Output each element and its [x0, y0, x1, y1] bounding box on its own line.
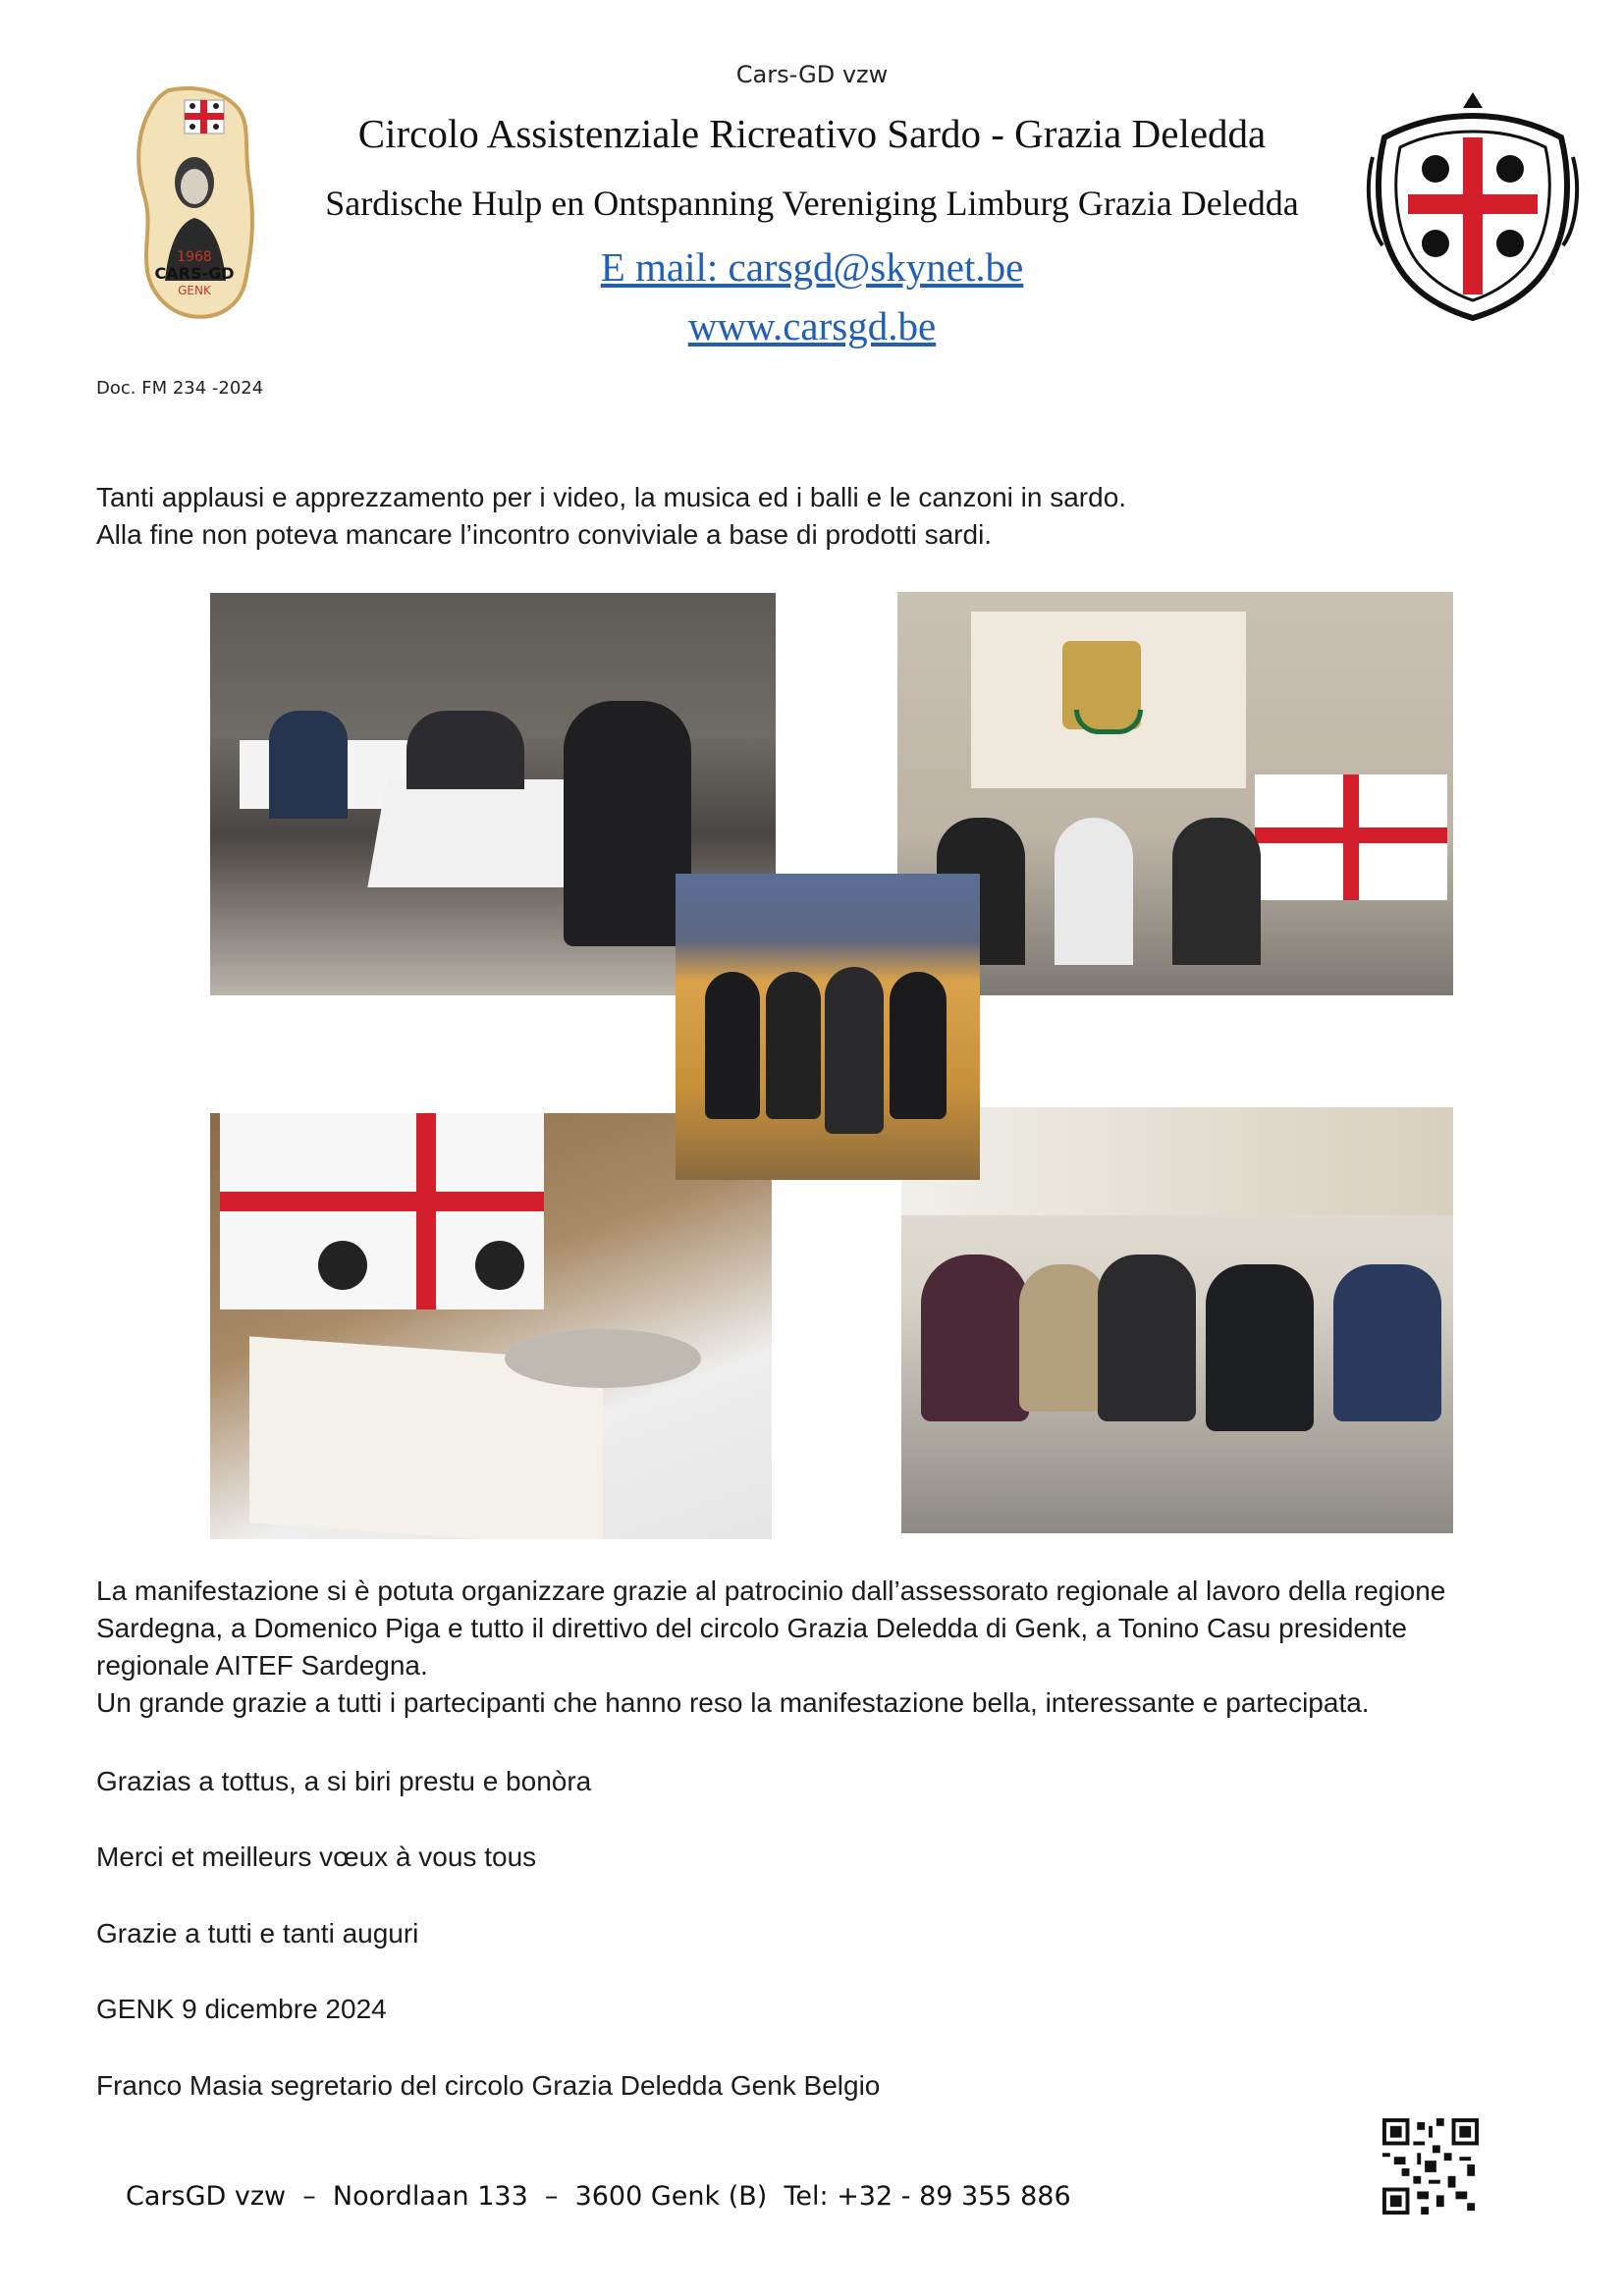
qr-code-icon[interactable]: [1382, 2118, 1479, 2215]
greeting-french: Merci et meilleurs vœux à vous tous: [96, 1842, 537, 1872]
greeting-italian: Grazie a tutti e tanti auguri: [96, 1918, 419, 1949]
intro-paragraph: [96, 479, 1126, 554]
photo-dancers: [676, 874, 980, 1180]
closing-line: La manifestazione si è potuta organizzare grazie al patrocinio dall’assessorato regionale al lavoro della regione: [96, 1575, 1446, 1606]
footer-address: CarsGD vzw – Noordlaan 133 – 3600 Genk (B) Tel: +32 - 89 355 886: [126, 2181, 1071, 2212]
logo-city: GENK: [178, 284, 211, 297]
closing-line: Sardegna, a Domenico Piga e tutto il direttivo del circolo Grazia Deledda di Genk, a Tonino Casu presidente: [96, 1613, 1407, 1643]
greeting-sardo: Grazias a tottus, a si biri prestu e bonòra: [96, 1766, 592, 1796]
document-reference: Doc. FM 234 -2024: [96, 378, 264, 399]
org-title-dutch: Sardische Hulp en Ontspanning Vereniging Limburg Grazia Deledda: [325, 184, 1299, 223]
signature: Franco Masia segretario del circolo Grazia Deledda Genk Belgio: [96, 2070, 881, 2101]
closing-line: regionale AITEF Sardegna.: [96, 1650, 428, 1681]
photo-music-band: [897, 592, 1453, 995]
intro-line: Alla fine non poteva mancare l’incontro conviviale a base di prodotti sardi.: [96, 519, 993, 550]
date-line: GENK 9 dicembre 2024: [96, 1994, 387, 2024]
intro-line: Tanti applausi e apprezzamento per i video, la musica ed i balli e le canzoni in sardo.: [96, 482, 1127, 512]
email-line: [0, 243, 1624, 291]
photo-audience: [901, 1107, 1453, 1533]
website-line: [0, 302, 1624, 349]
email-link[interactable]: E mail: carsgd@skynet.be: [600, 244, 1024, 290]
closing-line: Un grande grazie a tutti i partecipanti che hanno reso la manifestazione bella, interessante e partecipata.: [96, 1687, 1370, 1718]
closing-paragraph: [96, 1573, 1445, 1722]
logo-year: 1968: [177, 249, 212, 265]
org-title-italian: Circolo Assistenziale Ricreativo Sardo - Grazia Deledda: [357, 111, 1267, 156]
website-link[interactable]: www.carsgd.be: [687, 303, 937, 348]
logo-name: CARS-GD: [154, 264, 235, 283]
org-short-name: Cars-GD vzw: [735, 61, 889, 88]
